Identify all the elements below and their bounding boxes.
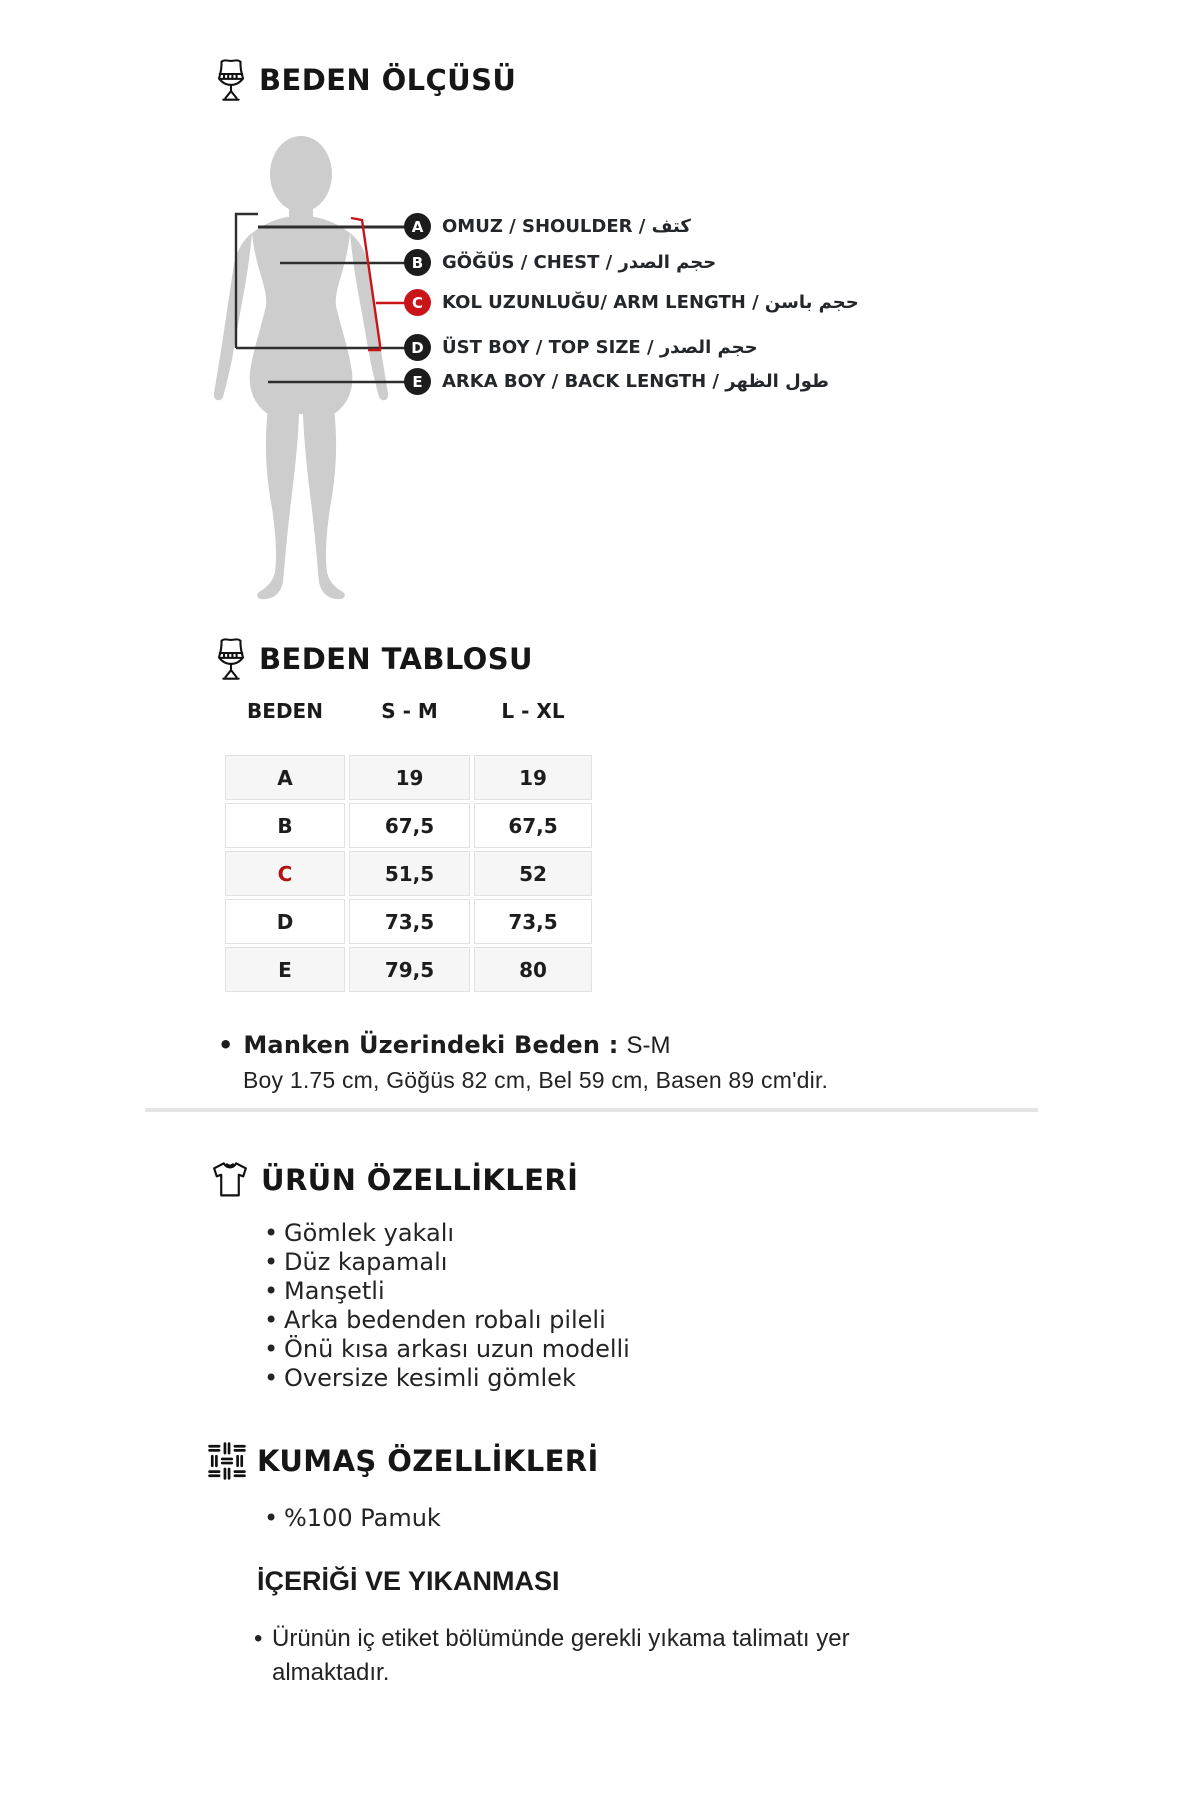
product-features-title: ÜRÜN ÖZELLİKLERİ (261, 1163, 579, 1197)
measure-label-back-length (404, 368, 829, 395)
feature-item: • Düz kapamalı (284, 1248, 630, 1277)
model-measurements: Boy 1.75 cm, Göğüs 82 cm, Bel 59 cm, Basen 89 cm'dir. (243, 1067, 829, 1093)
size-guide-heading (214, 57, 516, 103)
table-cell-sm: 19 (349, 755, 470, 800)
model-size-value: S-M (626, 1032, 671, 1059)
size-table-title: BEDEN TABLOSU (259, 642, 533, 676)
model-size-line (218, 1031, 1098, 1060)
table-cell-lxl: 73,5 (474, 899, 592, 944)
section-divider (145, 1108, 1038, 1112)
col-header-beden: BEDEN (247, 699, 323, 723)
table-cell-lxl: 19 (474, 755, 592, 800)
size-table (225, 755, 592, 992)
table-cell-lxl: 80 (474, 947, 592, 992)
table-cell-lxl: 67,5 (474, 803, 592, 848)
table-cell-lxl: 52 (474, 851, 592, 896)
product-features-list (284, 1219, 630, 1393)
fabric-features-title: KUMAŞ ÖZELLİKLERİ (257, 1444, 599, 1478)
bullet-dot: • (218, 1031, 234, 1059)
table-cell-sm: 73,5 (349, 899, 470, 944)
feature-item: • Arka bedenden robalı pileli (284, 1306, 630, 1335)
label-text-arm-length: KOL UZUNLUĞU/ ARM LENGTH / حجم باسن (442, 292, 859, 313)
label-badge-d: D (404, 334, 431, 361)
measurement-diagram (150, 130, 420, 600)
label-badge-c: C (404, 289, 431, 316)
feature-item: • Manşetli (284, 1277, 630, 1306)
table-row-key: C (225, 851, 345, 896)
feature-item: • Önü kısa arkası uzun modelli (284, 1335, 630, 1364)
fabric-features-list (284, 1504, 441, 1533)
table-row-key: D (225, 899, 345, 944)
label-text-top-size: ÜST BOY / TOP SIZE / حجم الصدر (442, 337, 758, 358)
measure-label-chest (404, 249, 716, 276)
model-size-label: Manken Üzerindeki Beden : (243, 1031, 619, 1059)
label-text-back-length: ARKA BOY / BACK LENGTH / طول الظهر (442, 371, 829, 392)
size-table-heading (214, 636, 533, 682)
col-header-l-xl: L - XL (501, 699, 565, 723)
care-heading: İÇERİĞİ VE YIKANMASI (257, 1566, 560, 1596)
label-badge-e: E (404, 368, 431, 395)
measure-label-arm-length (404, 289, 859, 316)
model-size-note (218, 1031, 1098, 1094)
measure-label-top-size (404, 334, 758, 361)
tshirt-icon (210, 1158, 250, 1202)
table-row-key: E (225, 947, 345, 992)
measure-label-shoulder (404, 213, 691, 240)
label-text-chest: GÖĞÜS / CHEST / حجم الصدر (442, 252, 717, 273)
table-cell-sm: 67,5 (349, 803, 470, 848)
label-text-shoulder: OMUZ / SHOULDER / كتف (442, 216, 691, 237)
product-features-heading (210, 1158, 578, 1202)
body-silhouette (214, 136, 388, 599)
fabric-weave-icon (208, 1441, 246, 1481)
fabric-item: • %100 Pamuk (284, 1504, 441, 1533)
feature-item: • Gömlek yakalı (284, 1219, 630, 1248)
size-guide-title: BEDEN ÖLÇÜSÜ (259, 63, 517, 97)
col-header-s-m: S - M (381, 699, 438, 723)
fabric-features-heading (208, 1441, 599, 1481)
care-item: • Ürünün iç etiket bölümünde gerekli yıkama talimatı yer almaktadır. (272, 1622, 962, 1690)
dress-form-icon (214, 636, 248, 682)
table-cell-sm: 79,5 (349, 947, 470, 992)
size-table-header (225, 699, 592, 723)
feature-item: • Oversize kesimli gömlek (284, 1364, 630, 1393)
table-row-key: B (225, 803, 345, 848)
label-badge-b: B (404, 249, 431, 276)
label-badge-a: A (404, 213, 431, 240)
table-cell-sm: 51,5 (349, 851, 470, 896)
dress-form-icon (214, 57, 248, 103)
table-row-key: A (225, 755, 345, 800)
care-list (272, 1622, 962, 1690)
